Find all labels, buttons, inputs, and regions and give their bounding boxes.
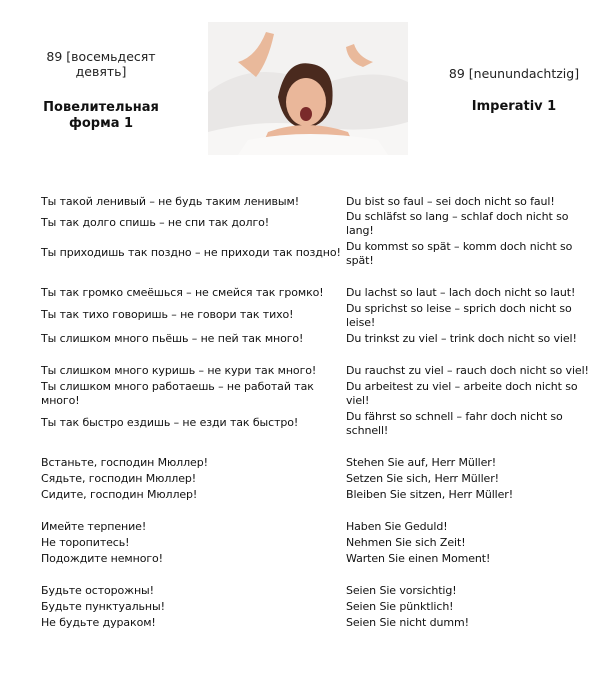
header-right <box>430 66 598 115</box>
phrase-de: Du sprichst so leise – sprich doch nicht so leise! <box>346 302 572 329</box>
phrase-de: Setzen Sie sich, Herr Müller! <box>346 472 499 485</box>
phrase-ru: Ты так тихо говоришь – не говори так тихо! <box>41 308 294 321</box>
phrase-ru: Подождите немного! <box>41 552 163 565</box>
phrase-de: Warten Sie einen Moment! <box>346 552 491 565</box>
phrase-de: Du arbeitest zu viel – arbeite doch nicht so viel! <box>346 380 578 407</box>
phrase-ru: Сидите, господин Мюллер! <box>41 488 198 501</box>
phrase-ru: Сядьте, господин Мюллер! <box>41 472 197 485</box>
phrase-ru: Ты так долго спишь – не спи так долго! <box>41 216 270 229</box>
woman-yawning-in-bed-photo <box>208 22 408 155</box>
phrase-de: Du kommst so spät – komm doch nicht so spät! <box>346 240 573 267</box>
phrase-ru: Будьте осторожны! <box>41 584 154 597</box>
phrase-ru: Имейте терпение! <box>41 520 147 533</box>
phrase-ru: Не торопитесь! <box>41 536 130 549</box>
phrase-de: Seien Sie pünktlich! <box>346 600 454 613</box>
phrase-de: Seien Sie nicht dumm! <box>346 616 469 629</box>
phrase-de: Du bist so faul – sei doch nicht so faul! <box>346 195 555 208</box>
phrase-ru: Ты так быстро ездишь – не езди так быстро! <box>41 416 299 429</box>
phrase-de: Bleiben Sie sitzen, Herr Müller! <box>346 488 514 501</box>
phrase-de: Nehmen Sie sich Zeit! <box>346 536 466 549</box>
phrase-de: Du trinkst zu viel – trink doch nicht so viel! <box>346 332 577 345</box>
phrase-ru: Не будьте дураком! <box>41 616 156 629</box>
lesson-title-ru: Повелительная форма 1 <box>43 100 159 131</box>
phrase-de: Du rauchst zu viel – rauch doch nicht so viel! <box>346 364 589 377</box>
phrase-ru: Будьте пунктуальны! <box>41 600 165 613</box>
phrase-de: Du fährst so schnell – fahr doch nicht so schnell! <box>346 410 563 437</box>
phrase-ru: Ты такой ленивый – не будь таким ленивым! <box>41 195 300 208</box>
phrase-de: Seien Sie vorsichtig! <box>346 584 457 597</box>
lesson-title-de: Imperativ 1 <box>471 99 557 114</box>
phrase-ru: Ты слишком много пьёшь – не пей так много! <box>41 332 304 345</box>
header-left <box>28 49 174 132</box>
phrase-ru: Ты приходишь так поздно – не приходи так поздно! <box>41 246 341 259</box>
lesson-number-ru: 89 [восемьдесят девять] <box>46 49 156 79</box>
lesson-number-de: 89 [neunundachtzig] <box>448 66 580 81</box>
phrase-de: Stehen Sie auf, Herr Müller! <box>346 456 497 469</box>
phrase-ru: Ты слишком много куришь – не кури так много! <box>41 364 317 377</box>
phrase-de: Du schläfst so lang – schlaf doch nicht so lang! <box>346 210 569 237</box>
phrase-ru: Ты слишком много работаешь – не работай так много! <box>41 380 314 407</box>
phrase-ru: Встаньте, господин Мюллер! <box>41 456 208 469</box>
phrase-de: Du lachst so laut – lach doch nicht so laut! <box>346 286 576 299</box>
phrase-ru: Ты так громко смеёшься – не смейся так громко! <box>41 286 324 299</box>
phrase-de: Haben Sie Geduld! <box>346 520 448 533</box>
